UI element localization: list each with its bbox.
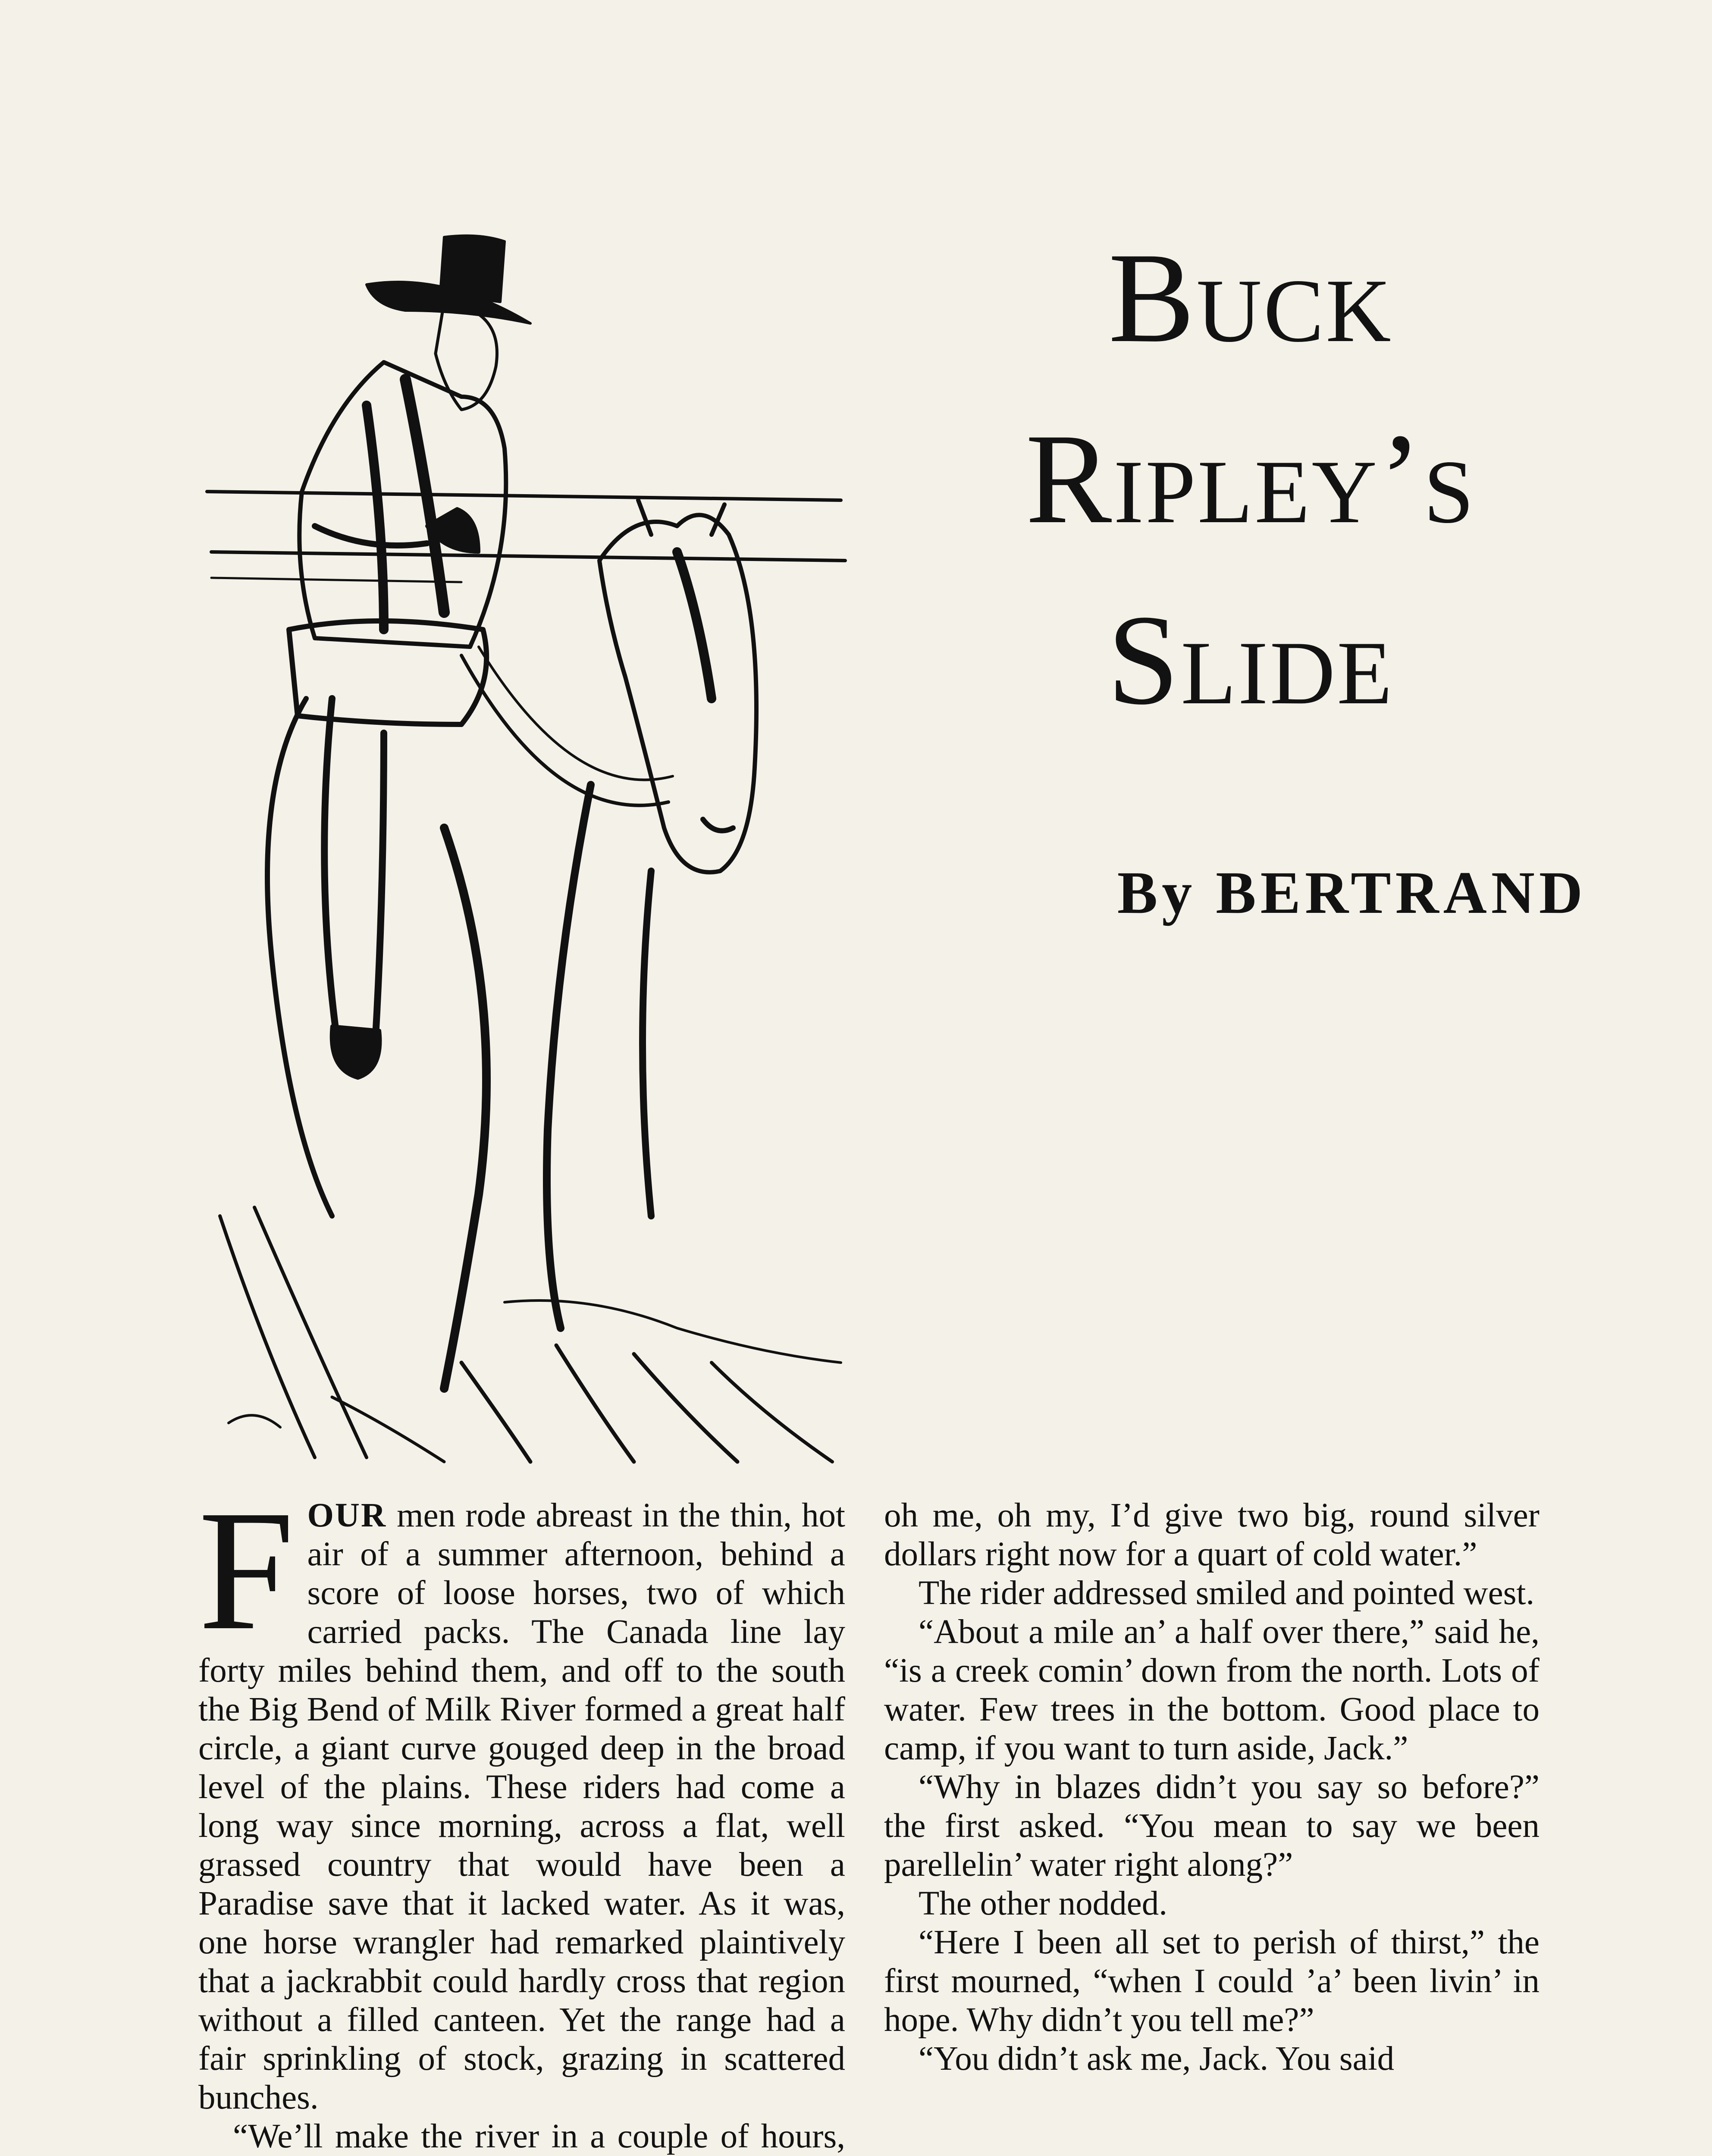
title-line: Slide [1107,588,1394,731]
drop-cap: F [198,1475,295,1666]
story-title [914,226,1587,776]
cowboy-on-horse-illustration [203,224,867,1466]
paragraph: “Here I been all set to perish of thirst,” the first mourned, “when I could ’a’ been livin’ in hope. Why didn’t you tell me?” [884,1924,1540,2039]
author-byline: By BERTRAND [1117,859,1587,926]
paragraph-text: men rode abreast in the thin, hot air of a summer afternoon, behind a score of loose horses, two of which carried packs. The Canada line lay forty miles behind them, and off to the south the Big Bend of Milk River formed a great half circle, a giant curve gouged deep in the broad level of the plains. These riders had come a long way since morning, across a flat, well grassed country that would have been a Paradise save that it lacked water. As it was, one horse wrangler had remarked plaintively that a jackrabbit could hardly cross that region without a filled canteen. Yet the range had a fair sprinkling of stock, grazing in scattered bunches. [198,1497,845,2116]
paragraph: “You didn’t ask me, Jack. You said [919,2040,1395,2078]
paragraph: “We’ll make the river in a couple of hours, [233,2118,845,2155]
paragraph: “About a mile an’ a half over there,” said he, “is a creek comin’ down from the north. Lots of water. Few trees in the bottom. Good place to camp, if you want to turn aside, Jack.” [884,1613,1540,1767]
opening-word: OUR [307,1497,387,1534]
right-text-column [884,1496,1540,2078]
paragraph: The rider addressed smiled and pointed west. [919,1574,1535,1612]
paragraph: “Why in blazes didn’t you say so before?” the first asked. “You mean to say we been parellelin’ water right along?” [884,1768,1540,1883]
paragraph: The other nodded. [919,1885,1167,1922]
title-line: Ripley’s [1025,407,1476,550]
paragraph: oh me, oh my, I’d give two big, round silver dollars right now for a quart of cold water.” [884,1497,1540,1573]
paragraph [198,1475,845,2117]
illustration-svg [203,224,867,1466]
left-text-column [198,1475,845,2156]
title-line: Buck [1108,226,1393,369]
